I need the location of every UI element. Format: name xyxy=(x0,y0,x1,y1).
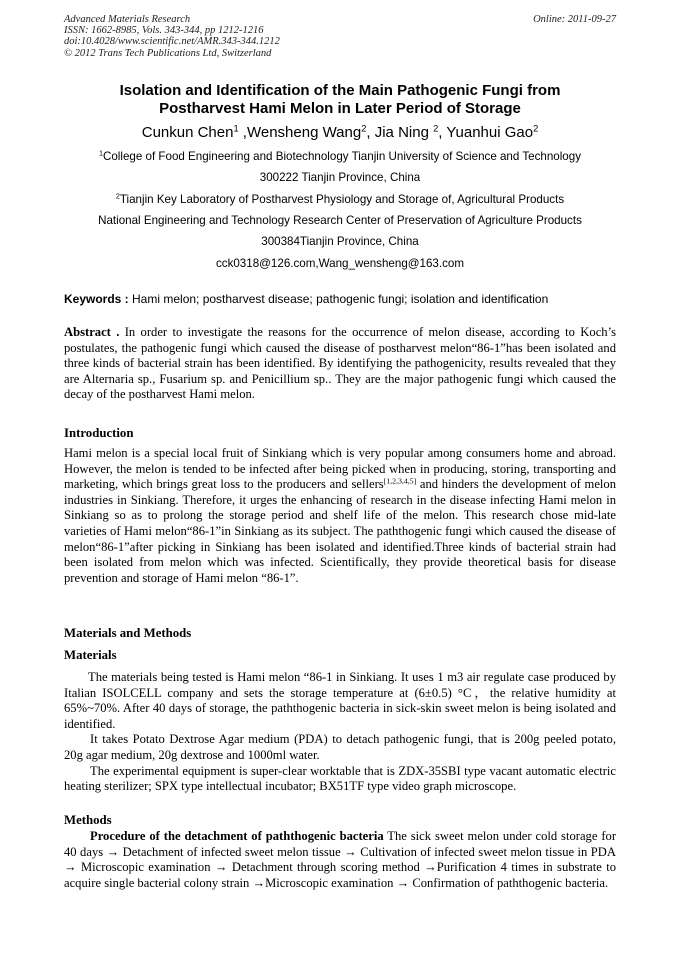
materials-body xyxy=(64,670,616,795)
keywords xyxy=(64,292,616,306)
materials-paragraph-3: The experimental equipment is super-clear worktable that is ZDX-35SBI type vacant automatic electric heating sterilizer; SPX type intellectual incubator; BX51TF type video graph microscope. xyxy=(64,763,616,794)
author-3-affil: 2 xyxy=(433,123,439,134)
affiliation-1-address: 300222 Tianjin Province, China xyxy=(259,171,421,184)
author-1-affil: 1 xyxy=(233,123,239,134)
journal-name: Advanced Materials Research xyxy=(64,14,191,25)
abstract-text: In order to investigate the reasons for the occurrence of melon disease, according to Koch’s postulates, the pathogenic fungi which caused the disease of postharvest melon“86-1”has been isolated and three kinds of bacterial strain has been identified. By identifying the pathogenicity, results revealed that they are Alternaria sp., Fusarium sp. and Penicillium sp.. They are the major pathogenic fungi which caused the decay of the postharvest Hami melon. xyxy=(64,325,616,402)
doi-line: doi:10.4028/www.scientific.net/AMR.343-344.1212 xyxy=(64,36,280,48)
issn-line: ISSN: 1662-8985, Vols. 343-344, pp 1212-1216 xyxy=(64,25,264,37)
affiliation-2b: National Engineering and Technology Research Center of Preservation of Agriculture Products xyxy=(98,214,582,227)
affiliation-1-marker: 1 xyxy=(98,148,103,158)
author-4: , Yuanhui Gao xyxy=(438,124,534,141)
intro-text-1: Hami melon is a special local fruit of Sinkiang which is very popular among consumers home and abroad. However, the melon is tended to be infected after being picked when in producing, storing, transporting and marketing, which brings great loss to the producers and sellers xyxy=(64,446,616,492)
affiliation-2-text: Tianjin Key Laboratory of Postharvest Physiology and Storage of, Agricultural Products xyxy=(119,193,565,206)
introduction-body xyxy=(64,446,616,586)
paper-title xyxy=(64,82,616,118)
affiliation-2 xyxy=(64,193,616,207)
online-date: Online: 2011-09-27 xyxy=(533,14,616,25)
author-1: Cunkun Chen xyxy=(141,124,234,141)
author-4-affil: 2 xyxy=(533,123,539,134)
journal-header xyxy=(64,14,616,59)
keywords-text: Hami melon; postharvest disease; pathogenic fungi; isolation and identification xyxy=(132,292,549,306)
keywords-label: Keywords : xyxy=(64,292,133,306)
materials-paragraph-2: It takes Potato Dextrose Agar medium (PDA) to detach pathogenic fungi, that is 200g peeled potato, 20g agar medium, 20g dextrose and 1000ml water. xyxy=(64,732,616,762)
affiliation-2-address: 300384Tianjin Province, China xyxy=(261,235,419,248)
abstract-label: Abstract . xyxy=(64,325,120,339)
section-heading-materials-methods: Materials and Methods xyxy=(64,626,192,640)
author-2: ,Wensheng Wang xyxy=(238,124,362,141)
subheading-methods: Methods xyxy=(64,813,112,827)
copyright-line: © 2012 Trans Tech Publications Ltd, Switzerland xyxy=(64,47,272,59)
abstract xyxy=(64,325,616,403)
subheading-materials: Materials xyxy=(64,648,117,662)
procedure-paragraph xyxy=(64,829,616,891)
title-line-1: Isolation and Identification of the Main Pathogenic Fungi from xyxy=(119,82,561,99)
author-list xyxy=(64,123,616,143)
procedure-label: Procedure of the detachment of paththogenic bacteria xyxy=(90,829,384,843)
affiliation-1 xyxy=(64,150,616,164)
author-3: , Jia Ning xyxy=(366,124,434,141)
title-line-2: Postharvest Hami Melon in Later Period of Storage xyxy=(159,100,521,117)
materials-paragraph-1: The materials being tested is Hami melon “86-1 in Sinkiang. It uses 1 m3 air regulate case produced by Italian ISOLCELL company and sets the storage temperature at (6±0.5) °C，the relative humidity at 65%~70%. After 40 days of storage, the paththogenic bacteria in sick-skin sweet melon is being isolated and identified. xyxy=(64,670,616,731)
author-2-affil: 2 xyxy=(361,123,367,134)
affiliation-2-marker: 2 xyxy=(115,191,120,201)
section-heading-introduction: Introduction xyxy=(64,426,134,440)
affiliation-1-text: College of Food Engineering and Biotechnology Tianjin University of Science and Technology xyxy=(102,150,581,163)
procedure-text: The sick sweet melon under cold storage for 40 days → Detachment of infected sweet melon tissue → Cultivation of infected sweet melon tissue in PDA → Microscopic examination → Detachment through scoring method →Purification 4 times in substrate to acquire single bacterial colony strain →Microscopic examination → Confirmation of paththogenic bacteria. xyxy=(64,829,617,890)
intro-text-2: and hinders the development of melon industries in Sinkiang. Therefore, it urges the enhancing of research in the disease infecting Hami melon in Sinkiang so as to prolong the storage period and shelf life of the melon. This research chose mid-late varieties of Hami melon“86-1”in Sinkiang as its subject. The paththogenic fungi which caused the disease of melon“86-1”after picking in Sinkiang has been isolated and identified.Three kinds of bacterial strain had been isolated from melon which was infected. Scientifically, they provide theoretical basis for disease prevention and storage of Hami melon “86-1”. xyxy=(64,477,616,585)
intro-citation: [1,2,3,4,5] xyxy=(383,476,417,486)
author-emails: cck0318@126.com,Wang_wensheng@163.com xyxy=(215,257,465,270)
